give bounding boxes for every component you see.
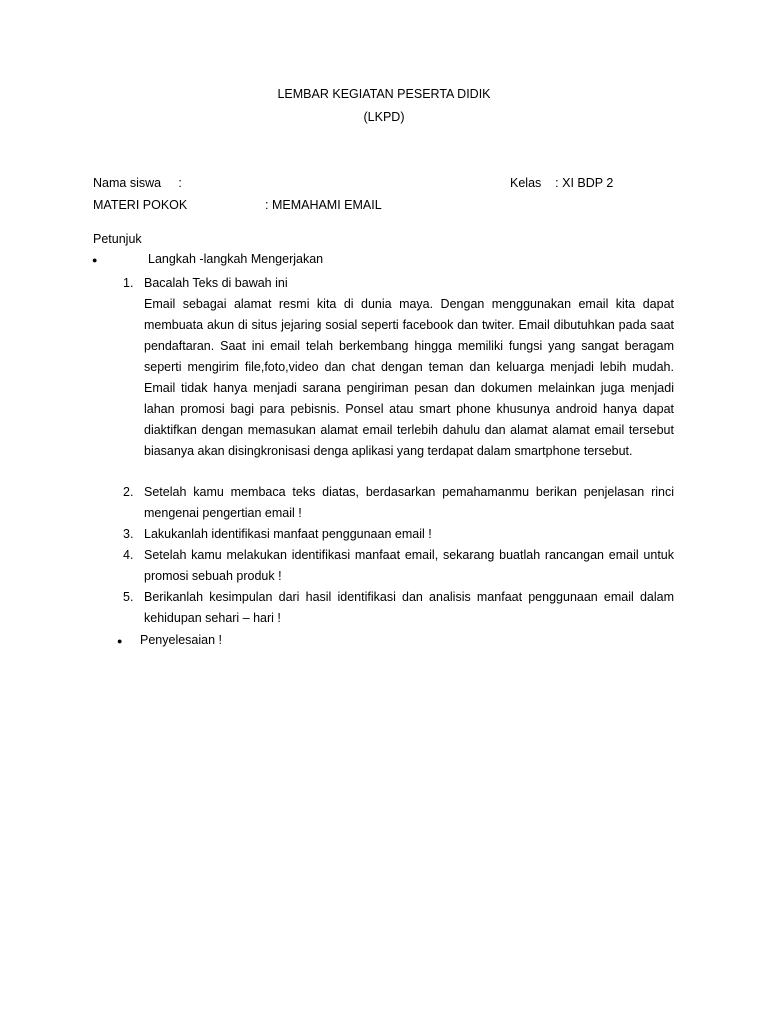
step-1 <box>123 273 674 462</box>
step-text: Lakukanlah identifikasi manfaat penggunaan email ! <box>144 527 432 541</box>
subject-value: : MEMAHAMI EMAIL <box>265 198 382 212</box>
step-4 <box>123 545 674 587</box>
solution-heading: Penyelesaian ! <box>140 633 223 647</box>
step-text: Berikanlah kesimpulan dari hasil identifikasi dan analisis manfaat penggunaan email dalam kehidupan sehari – hari ! <box>144 590 674 625</box>
class-field: Kelas : XI BDP 2 <box>510 176 614 190</box>
step-title: Bacalah Teks di bawah ini <box>144 276 288 290</box>
step-text: Setelah kamu melakukan identifikasi manfaat email, sekarang buatlah rancangan email untuk promosi sebuah produk ! <box>144 548 674 583</box>
step-number: 4. <box>123 548 134 562</box>
student-name-label: Nama siswa : <box>93 176 182 190</box>
step-number: 5. <box>123 590 134 604</box>
step-number: 3. <box>123 527 134 541</box>
document-subtitle: (LKPD) <box>363 110 405 124</box>
subject-label: MATERI POKOK <box>93 198 188 212</box>
bullet-icon: ● <box>92 255 98 265</box>
step-3 <box>123 524 674 545</box>
step-2 <box>123 482 674 524</box>
bullet-icon: ● <box>117 636 123 646</box>
step-number: 1. <box>123 276 134 290</box>
step-5 <box>123 587 674 629</box>
steps-heading: Langkah -langkah Mengerjakan <box>148 252 324 266</box>
document-title: LEMBAR KEGIATAN PESERTA DIDIK <box>277 87 491 101</box>
reading-text: Email sebagai alamat resmi kita di dunia maya. Dengan menggunakan email kita dapat membuata akun di situs jejaring sosial seperti facebook dan twiter. Email dibutuhkan pada saat pendaftaran. Saat ini email telah berkembang hingga memiliki fungsi yang sangat beragam seperti mengirim file,foto,video dan chat dengan teman dan keluarga menjadi lebih mudah. Email tidak hanya menjadi sarana pengiriman pesan dan dokumen melainkan juga menjadi lahan promosi bagi para pebisnis. Ponsel atau smart phone khusunya android hanya dapat diaktifkan dengan memasukan alamat email terlebih dahulu dan alamat alamat email tersebut biasanya akan disingkronisasi denga aplikasi yang terdapat dalam smartphone tersebut. <box>144 297 674 458</box>
step-number: 2. <box>123 485 134 499</box>
step-text: Setelah kamu membaca teks diatas, berdasarkan pemahamanmu berikan penjelasan rinci mengenai pengertian email ! <box>144 485 674 520</box>
instructions-heading: Petunjuk <box>93 232 142 246</box>
